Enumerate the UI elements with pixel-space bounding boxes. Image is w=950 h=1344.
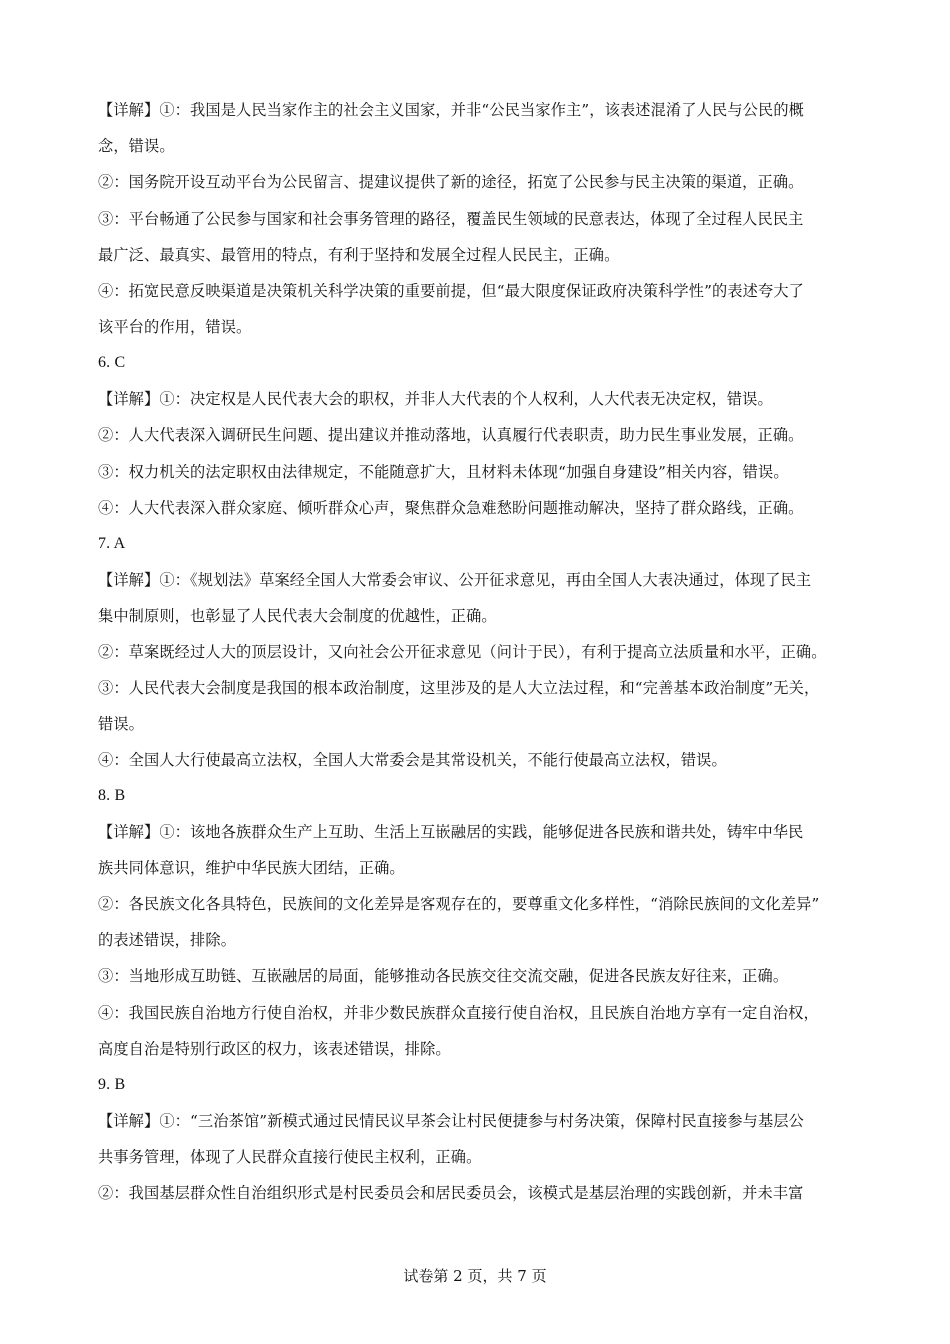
explanation-line: ②：草案既经过人大的顶层设计，又向社会公开征求意见（问计于民），有利于提高立法质量和水平，正确。: [98, 643, 827, 661]
explanation-line: ④：我国民族自治地方行使自治权，并非少数民族群众直接行使自治权，且民族自治地方享有一定自治权，: [98, 1004, 819, 1022]
explanation-line: 高度自治是特别行政区的权力，该表述错误，排除。: [98, 1040, 451, 1058]
explanation-line: 族共同体意识，维护中华民族大团结，正确。: [98, 859, 405, 877]
explanation-line: ③：当地形成互助链、互嵌融居的局面，能够推动各民族交往交流交融，促进各民族友好往来，正确。: [98, 967, 789, 985]
explanation-line: 【详解】①：《规划法》草案经全国人大常委会审议、公开征求意见，再由全国人大表决通过，体现了民主: [98, 571, 812, 589]
explanation-line: 【详解】①：决定权是人民代表大会的职权，并非人大代表的个人权利，人大代表无决定权，错误。: [98, 390, 773, 408]
explanation-line: 集中制原则，也彰显了人民代表大会制度的优越性，正确。: [98, 607, 497, 625]
explanation-line: ③：人民代表大会制度是我国的根本政治制度，这里涉及的是人大立法过程，和“完善基本政治制度”无关，: [98, 679, 820, 697]
explanation-line: 【详解】①：“三治茶馆”新模式通过民情民议早茶会让村民便捷参与村务决策，保障村民直接参与基层公: [98, 1112, 805, 1130]
answer-heading: 7. A: [98, 535, 126, 552]
explanation-line: 【详解】①：该地各族群众生产上互助、生活上互嵌融居的实践，能够促进各民族和谐共处，铸牢中华民: [98, 823, 804, 841]
answer-heading: 6. C: [98, 354, 126, 371]
page-footer: 试卷第 2 页，共 7 页: [403, 1267, 547, 1285]
explanation-line: ②：各民族文化各具特色，民族间的文化差异是客观存在的，要尊重文化多样性，“消除民族间的文化差异”: [98, 895, 820, 913]
explanation-line: 的表述错误，排除。: [98, 931, 237, 949]
explanation-line: 该平台的作用，错误。: [98, 318, 252, 336]
explanation-line: ③：平台畅通了公民参与国家和社会事务管理的路径，覆盖民生领域的民意表达，体现了全过程人民民主: [98, 210, 804, 228]
answer-heading: 8. B: [98, 787, 126, 804]
explanation-line: ④：人大代表深入群众家庭、倾听群众心声，聚焦群众急难愁盼问题推动解决，坚持了群众路线，正确。: [98, 499, 804, 517]
answer-heading: 9. B: [98, 1076, 126, 1093]
explanation-line: 最广泛、最真实、最管用的特点，有利于坚持和发展全过程人民民主，正确。: [98, 246, 620, 264]
explanation-line: 【详解】①：我国是人民当家作主的社会主义国家，并非“公民当家作主”，该表述混淆了人民与公民的概: [98, 101, 805, 119]
explanation-line: ②：人大代表深入调研民生问题、提出建议并推动落地，认真履行代表职责，助力民生事业发展，正确。: [98, 426, 804, 444]
explanation-line: 错误。: [98, 715, 145, 733]
explanation-line: ④：拓宽民意反映渠道是决策机关科学决策的重要前提，但“最大限度保证政府决策科学性”的表述夸大了: [98, 282, 805, 300]
explanation-line: ②：我国基层群众性自治组织形式是村民委员会和居民委员会，该模式是基层治理的实践创新，并未丰富: [98, 1184, 804, 1202]
explanation-line: 共事务管理，体现了人民群众直接行使民主权利，正确。: [98, 1148, 482, 1166]
explanation-line: ③：权力机关的法定职权由法律规定，不能随意扩大，且材料未体现“加强自身建设”相关内容，错误。: [98, 463, 789, 481]
explanation-line: ②：国务院开设互动平台为公民留言、提建议提供了新的途径，拓宽了公民参与民主决策的渠道，正确。: [98, 173, 804, 191]
explanation-line: 念，错误。: [98, 137, 175, 155]
explanation-line: ④：全国人大行使最高立法权，全国人大常委会是其常设机关，不能行使最高立法权，错误。: [98, 751, 727, 769]
